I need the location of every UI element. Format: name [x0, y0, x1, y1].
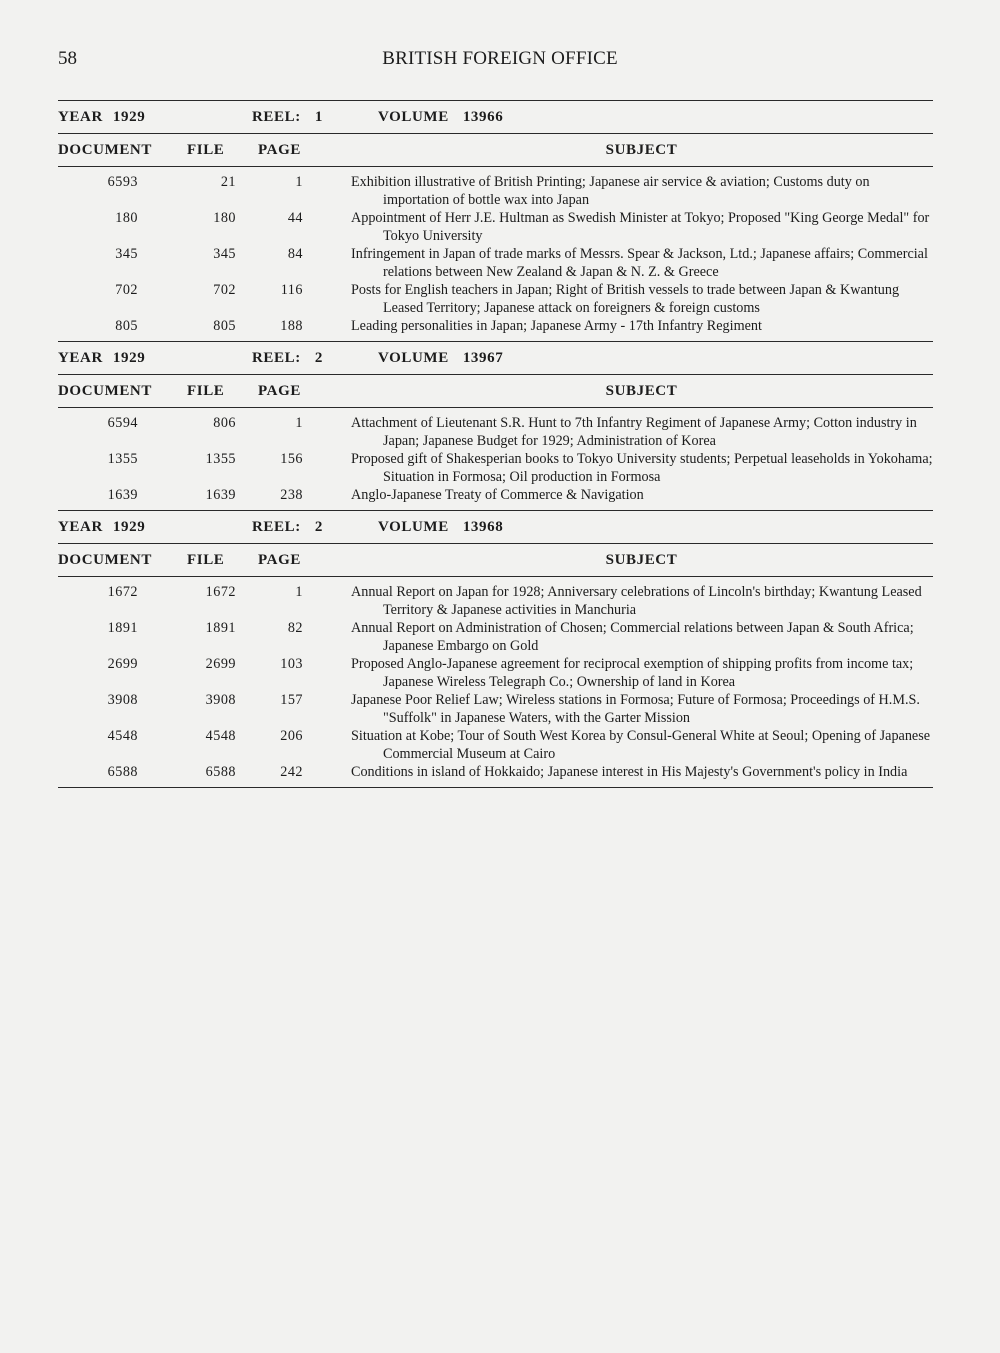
- table-row: [58, 317, 933, 335]
- document-number: 1672: [107, 584, 138, 600]
- file-number: 345: [213, 246, 236, 262]
- page-number: 58: [58, 48, 77, 69]
- year-value: 1929: [112, 349, 146, 366]
- column-header-page: PAGE: [258, 141, 301, 158]
- subject-text: Appointment of Herr J.E. Hultman as Swedish Minister at Tokyo; Proposed "King George Medal" for Tokyo University: [351, 210, 930, 244]
- page-number-cell: 44: [287, 210, 303, 226]
- table-row: [58, 209, 933, 245]
- file-number: 3908: [205, 692, 236, 708]
- page-number-cell: 116: [280, 282, 303, 298]
- column-header-file: FILE: [187, 141, 225, 158]
- page-number-cell: 242: [280, 764, 303, 780]
- year-label: YEAR: [58, 108, 103, 125]
- file-number: 805: [213, 318, 236, 334]
- column-header-subject: SUBJECT: [605, 382, 678, 399]
- document-number: 1639: [107, 487, 138, 503]
- volume-value: 13967: [462, 349, 504, 366]
- column-header-file: FILE: [187, 382, 225, 399]
- closing-divider: [58, 787, 933, 788]
- document-number: 805: [115, 318, 138, 334]
- page-number-cell: 156: [280, 451, 303, 467]
- column-header-subject: SUBJECT: [605, 551, 678, 568]
- document-number: 702: [115, 282, 138, 298]
- page-number-cell: 188: [280, 318, 303, 334]
- subject-text: Conditions in island of Hokkaido; Japanese interest in His Majesty's Government's policy in India: [351, 764, 908, 780]
- subject-text: Situation at Kobe; Tour of South West Korea by Consul-General White at Seoul; Opening of Japanese Commercial Museum at Cairo: [351, 728, 931, 762]
- entries-list: [58, 167, 933, 341]
- table-row: [58, 691, 933, 727]
- year-value: 1929: [112, 108, 146, 125]
- column-headers: [58, 134, 933, 166]
- subject-text: Posts for English teachers in Japan; Right of British vessels to trade between Japan & Kwantung Leased Territory; Japanese attack on foreigners & foreign customs: [351, 282, 900, 316]
- page-number-cell: 84: [287, 246, 303, 262]
- table-row: [58, 414, 933, 450]
- subject-text: Leading personalities in Japan; Japanese Army - 17th Infantry Regiment: [351, 318, 762, 334]
- file-number: 1639: [205, 487, 236, 503]
- document-number: 1891: [107, 620, 138, 636]
- subject-text: Attachment of Lieutenant S.R. Hunt to 7th Infantry Regiment of Japanese Army; Cotton industry in Japan; Japanese Budget for 1929; Administration of Korea: [351, 415, 917, 449]
- document-number: 4548: [107, 728, 138, 744]
- year-field: [58, 350, 252, 367]
- file-number: 4548: [205, 728, 236, 744]
- page-number-cell: 103: [280, 656, 303, 672]
- document-number: 6588: [107, 764, 138, 780]
- volume-label: VOLUME: [378, 518, 449, 535]
- column-headers: [58, 375, 933, 407]
- year-field: [58, 109, 252, 126]
- catalogue-table: [58, 100, 933, 788]
- subject-text: Proposed Anglo-Japanese agreement for reciprocal exemption of shipping profits from income tax; Japanese Wireless Telegraph Co.; Ownership of land in Korea: [351, 656, 914, 690]
- table-row: [58, 655, 933, 691]
- entries-list: [58, 577, 933, 787]
- reel-section: [58, 341, 933, 510]
- column-header-page: PAGE: [258, 551, 301, 568]
- file-number: 180: [213, 210, 236, 226]
- table-row: [58, 727, 933, 763]
- subject-text: Annual Report on Japan for 1928; Anniversary celebrations of Lincoln's birthday; Kwantung Leased Territory & Japanese activities in Manchuria: [351, 584, 922, 618]
- year-field: [58, 519, 252, 536]
- table-row: [58, 281, 933, 317]
- reel-section: [58, 510, 933, 787]
- reel-field: [252, 350, 378, 367]
- reel-label: REEL:: [252, 108, 301, 125]
- table-row: [58, 583, 933, 619]
- column-header-document: DOCUMENT: [58, 382, 152, 399]
- year-label: YEAR: [58, 349, 103, 366]
- table-row: [58, 450, 933, 486]
- volume-label: VOLUME: [378, 108, 449, 125]
- document-number: 3908: [107, 692, 138, 708]
- reel-field: [252, 519, 378, 536]
- table-row: [58, 486, 933, 504]
- reel-label: REEL:: [252, 349, 301, 366]
- reel-value: 1: [314, 108, 323, 125]
- reel-value: 2: [314, 349, 323, 366]
- volume-label: VOLUME: [378, 349, 449, 366]
- subject-text: Anglo-Japanese Treaty of Commerce & Navigation: [351, 487, 644, 503]
- page-number-cell: 1: [295, 415, 303, 431]
- subject-text: Exhibition illustrative of British Printing; Japanese air service & aviation; Customs duty on importation of bottle wax into Japan: [351, 174, 870, 208]
- table-row: [58, 245, 933, 281]
- page-number-cell: 1: [295, 174, 303, 190]
- column-headers: [58, 544, 933, 576]
- column-header-document: DOCUMENT: [58, 141, 152, 158]
- document-number: 6594: [107, 415, 138, 431]
- page-number-cell: 82: [287, 620, 303, 636]
- document-number: 1355: [107, 451, 138, 467]
- file-number: 702: [213, 282, 236, 298]
- file-number: 21: [220, 174, 236, 190]
- file-number: 6588: [205, 764, 236, 780]
- file-number: 1891: [205, 620, 236, 636]
- document-number: 2699: [107, 656, 138, 672]
- file-number: 1672: [205, 584, 236, 600]
- reel-value: 2: [314, 518, 323, 535]
- running-title: BRITISH FOREIGN OFFICE: [382, 48, 618, 69]
- table-row: [58, 619, 933, 655]
- page-number-cell: 157: [280, 692, 303, 708]
- column-header-document: DOCUMENT: [58, 551, 152, 568]
- page-number-cell: 1: [295, 584, 303, 600]
- column-header-subject: SUBJECT: [605, 141, 678, 158]
- subject-text: Infringement in Japan of trade marks of Messrs. Spear & Jackson, Ltd.; Japanese affairs; Commercial relations between New Zealand & Japan & N. Z. & Greece: [351, 246, 928, 280]
- table-row: [58, 173, 933, 209]
- section-heading: [58, 511, 933, 543]
- column-header-file: FILE: [187, 551, 225, 568]
- file-number: 1355: [205, 451, 236, 467]
- volume-value: 13968: [462, 518, 504, 535]
- volume-field: [378, 109, 503, 126]
- section-heading: [58, 342, 933, 374]
- file-number: 806: [213, 415, 236, 431]
- volume-field: [378, 519, 503, 536]
- entries-list: [58, 408, 933, 510]
- year-value: 1929: [112, 518, 146, 535]
- section-heading: [58, 101, 933, 133]
- document-number: 345: [115, 246, 138, 262]
- file-number: 2699: [205, 656, 236, 672]
- volume-value: 13966: [462, 108, 504, 125]
- document-number: 6593: [107, 174, 138, 190]
- year-label: YEAR: [58, 518, 103, 535]
- subject-text: Annual Report on Administration of Chosen; Commercial relations between Japan & South Africa; Japanese Embargo on Gold: [351, 620, 914, 654]
- volume-field: [378, 350, 503, 367]
- table-row: [58, 763, 933, 781]
- reel-field: [252, 109, 378, 126]
- column-header-page: PAGE: [258, 382, 301, 399]
- page-number-cell: 206: [280, 728, 303, 744]
- page-number-cell: 238: [280, 487, 303, 503]
- document-number: 180: [115, 210, 138, 226]
- reel-label: REEL:: [252, 518, 301, 535]
- reel-section: [58, 100, 933, 341]
- subject-text: Japanese Poor Relief Law; Wireless stations in Formosa; Future of Formosa; Proceedings of H.M.S. "Suffolk" in Japanese Waters, with the Garter Mission: [351, 692, 920, 726]
- subject-text: Proposed gift of Shakesperian books to Tokyo University students; Perpetual leaseholds in Yokohama; Situation in Formosa; Oil production in Formosa: [351, 451, 933, 485]
